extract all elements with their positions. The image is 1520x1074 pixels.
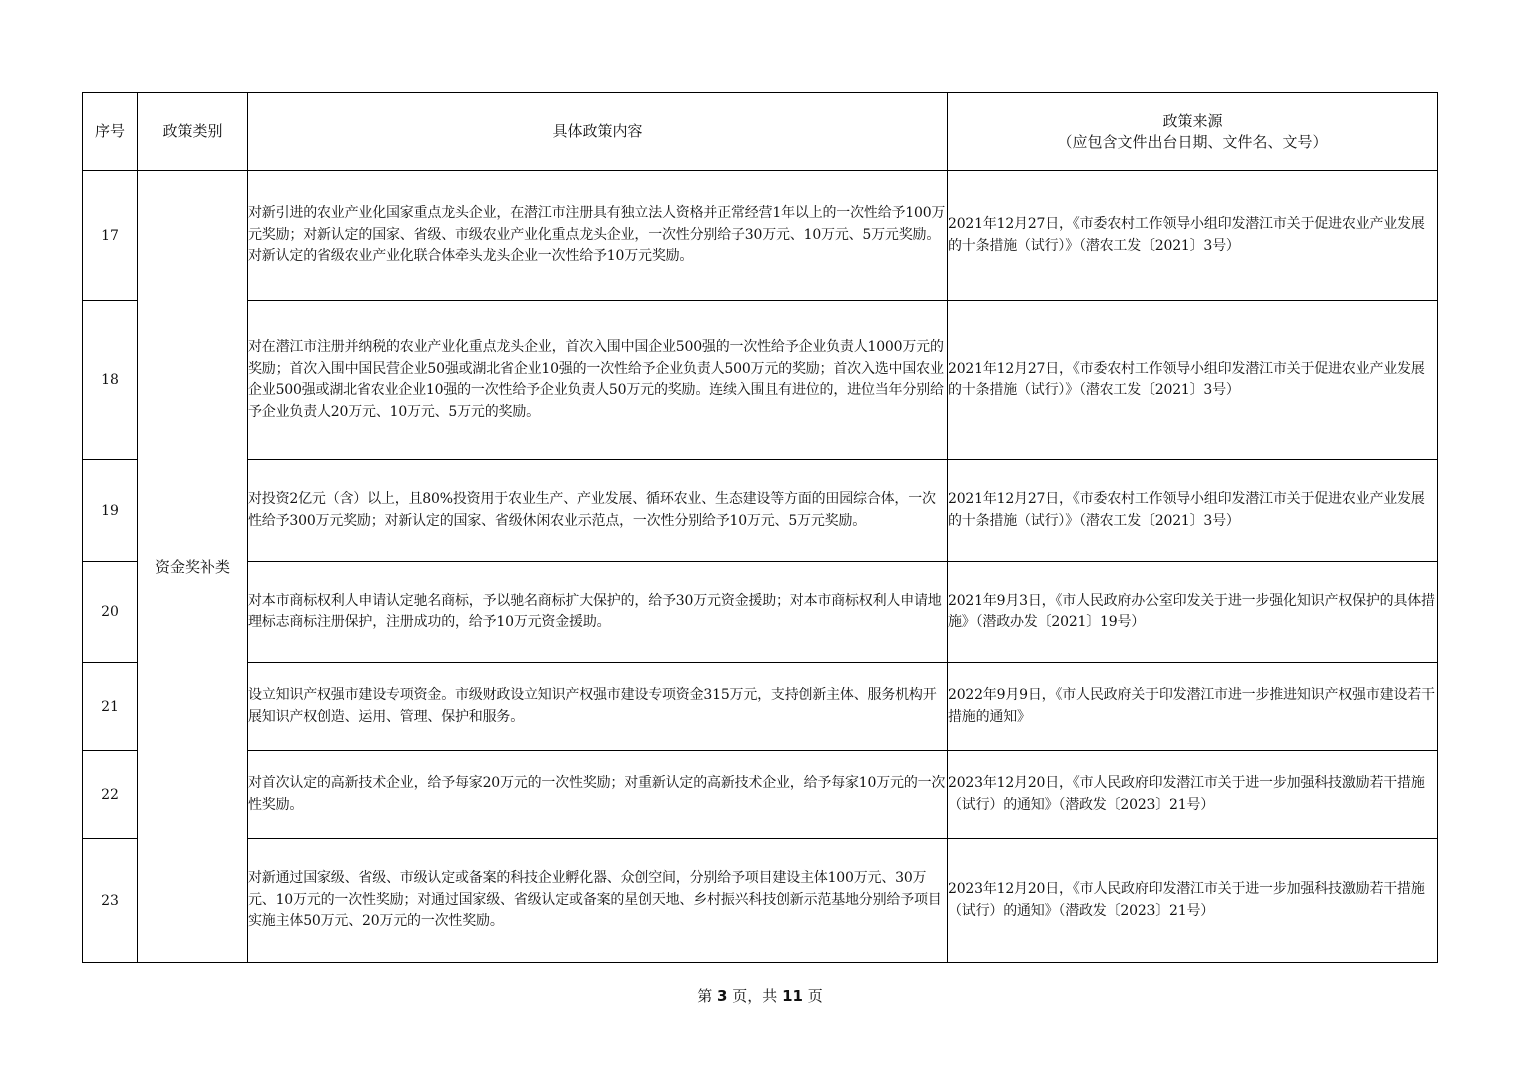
row-number: 17 [83, 171, 138, 301]
header-num: 序号 [83, 93, 138, 171]
row-number: 19 [83, 460, 138, 562]
row-number: 23 [83, 839, 138, 963]
table-row [83, 562, 1438, 663]
policy-content: 对在潜江市注册并纳税的农业产业化重点龙头企业，首次入围中国企业500强的一次性给予企业负责人1000万元的奖励；首次入围中国民营企业50强或湖北省企业10强的一次性给予企业负责人500万元的奖励；首次入选中国农业企业500强或湖北省农业企业10强的一次性给予企业负责人50万元的奖励。连续入围且有进位的，进位当年分别给予企业负责人20万元、10万元、5万元的奖励。 [248, 301, 948, 460]
row-number: 21 [83, 663, 138, 751]
policy-source: 2021年12月27日，《市委农村工作领导小组印发潜江市关于促进农业产业发展的十条措施（试行）》（潜农工发〔2021〕3号） [948, 171, 1438, 301]
policy-content: 设立知识产权强市建设专项资金。市级财政设立知识产权强市建设专项资金315万元，支持创新主体、服务机构开展知识产权创造、运用、管理、保护和服务。 [248, 663, 948, 751]
category-cell: 资金奖补类 [138, 171, 248, 963]
footer-suffix: 页 [807, 987, 823, 1005]
policy-content: 对首次认定的高新技术企业，给予每家20万元的一次性奖励；对重新认定的高新技术企业，给予每家10万元的一次性奖励。 [248, 751, 948, 839]
total-page-count: 11 [782, 987, 803, 1005]
header-source-title: 政策来源 [1162, 111, 1223, 130]
policy-source: 2022年9月9日，《市人民政府关于印发潜江市进一步推进知识产权强市建设若干措施的通知》 [948, 663, 1438, 751]
table-row [83, 751, 1438, 839]
policy-content: 对新通过国家级、省级、市级认定或备案的科技企业孵化器、众创空间，分别给予项目建设主体100万元、30万元、10万元的一次性奖励；对通过国家级、省级认定或备案的星创天地、乡村振兴科技创新示范基地分别给予项目实施主体50万元、20万元的一次性奖励。 [248, 839, 948, 963]
row-number: 20 [83, 562, 138, 663]
policy-content: 对新引进的农业产业化国家重点龙头企业，在潜江市注册具有独立法人资格并正常经营1年以上的一次性给予100万元奖励；对新认定的国家、省级、市级农业产业化重点龙头企业，一次性分别给子30万元、10万元、5万元奖励。对新认定的省级农业产业化联合体牵头龙头企业一次性给予10万元奖励。 [248, 171, 948, 301]
current-page-number: 3 [717, 987, 728, 1005]
table-row [83, 839, 1438, 963]
row-number: 22 [83, 751, 138, 839]
row-number: 18 [83, 301, 138, 460]
footer-prefix: 第 [697, 987, 713, 1005]
policy-content: 对投资2亿元（含）以上，且80%投资用于农业生产、产业发展、循环农业、生态建设等方面的田园综合体，一次性给予300万元奖励；对新认定的国家、省级休闲农业示范点，一次性分别给予10万元、5万元奖励。 [248, 460, 948, 562]
policy-table [82, 92, 1438, 963]
header-row [83, 93, 1438, 171]
header-source [948, 93, 1438, 171]
page-footer [0, 985, 1520, 1006]
footer-middle: 页，共 [732, 987, 778, 1005]
policy-source: 2021年9月3日，《市人民政府办公室印发关于进一步强化知识产权保护的具体措施》（潜政办发〔2021〕19号） [948, 562, 1438, 663]
header-content: 具体政策内容 [248, 93, 948, 171]
policy-source: 2021年12月27日，《市委农村工作领导小组印发潜江市关于促进农业产业发展的十条措施（试行）》（潜农工发〔2021〕3号） [948, 460, 1438, 562]
policy-source: 2023年12月20日，《市人民政府印发潜江市关于进一步加强科技激励若干措施（试行）的通知》（潜政发〔2023〕21号） [948, 751, 1438, 839]
table-row [83, 171, 1438, 301]
table-row [83, 460, 1438, 562]
policy-source: 2023年12月20日，《市人民政府印发潜江市关于进一步加强科技激励若干措施（试行）的通知》（潜政发〔2023〕21号） [948, 839, 1438, 963]
table-row [83, 301, 1438, 460]
header-category: 政策类别 [138, 93, 248, 171]
table-row [83, 663, 1438, 751]
policy-source: 2021年12月27日，《市委农村工作领导小组印发潜江市关于促进农业产业发展的十条措施（试行）》（潜农工发〔2021〕3号） [948, 301, 1438, 460]
policy-content: 对本市商标权利人申请认定驰名商标，予以驰名商标扩大保护的，给予30万元资金援助；对本市商标权利人申请地理标志商标注册保护，注册成功的，给予10万元资金援助。 [248, 562, 948, 663]
header-source-subtitle: （应包含文件出台日期、文件名、文号） [1057, 132, 1328, 151]
